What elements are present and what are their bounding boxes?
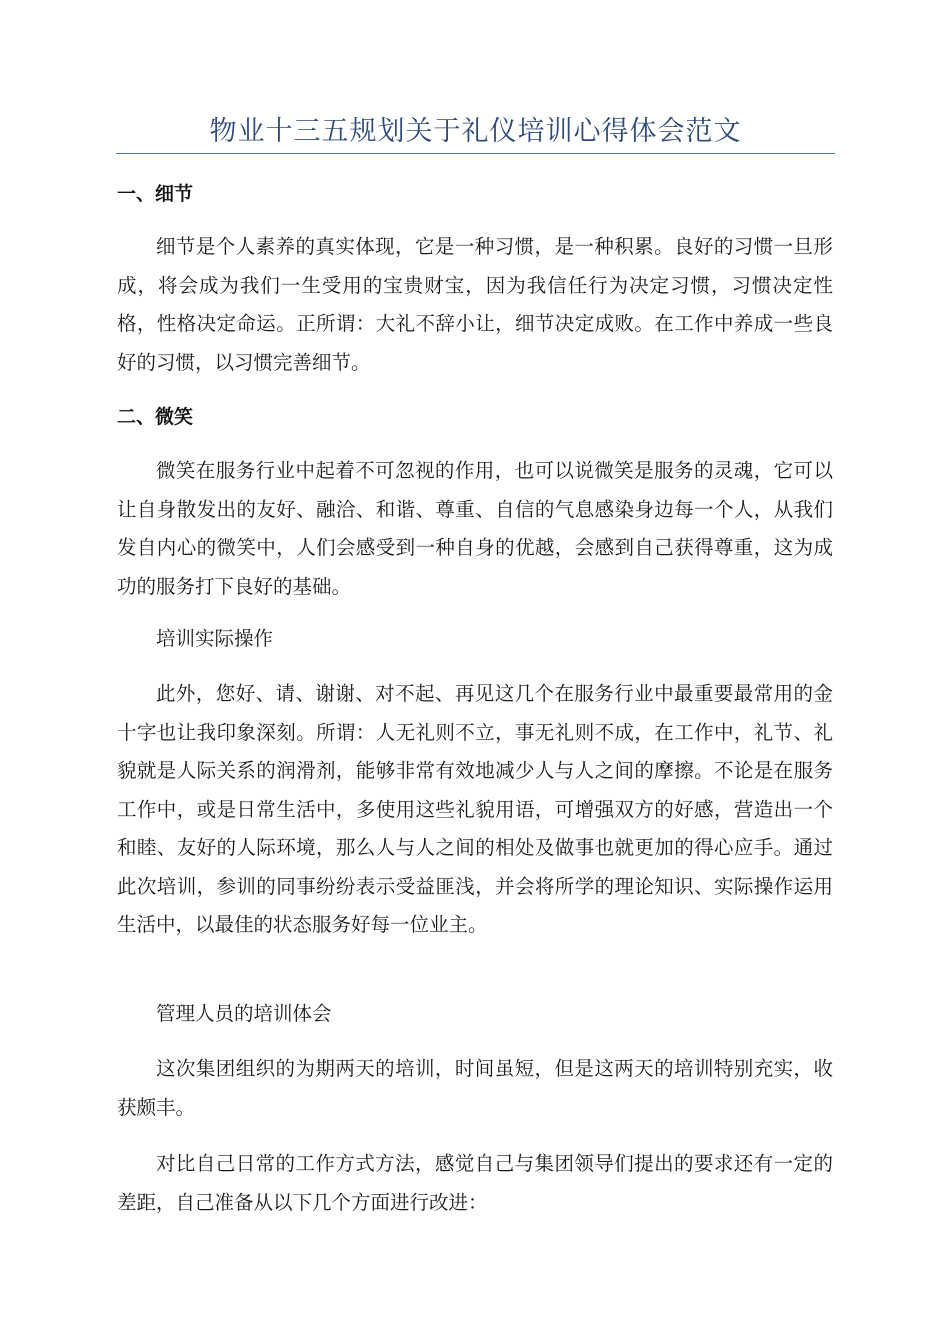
paragraph-improvement-plan: 对比自己日常的工作方式方法，感觉自己与集团领导们提出的要求还有一定的差距，自己准备从以下几个方面进行改进： [117, 1152, 833, 1214]
paragraph-training-summary: 这次集团组织的为期两天的培训，时间虽短，但是这两天的培训特别充实，收获颇丰。 [117, 1057, 833, 1119]
paragraph-golden-words: 此外，您好、请、谢谢、对不起、再见这几个在服务行业中最重要最常用的金十字也让我印象深刻。所谓：人无礼则不立，事无礼则不成，在工作中，礼节、礼貌就是人际关系的润滑剂，能够非常有效地减少人与人之间的摩擦。不论是在服务工作中，或是日常生活中，多使用这些礼貌用语，可增强双方的好感，营造出一个和睦、友好的人际环境，那么人与人之间的相处及做事也就更加的得心应手。通过此次培训，参训的同事纷纷表示受益匪浅，并会将所学的理论知识、实际操作运用生活中，以最佳的状态服务好每一位业主。 [117, 682, 833, 936]
section-heading-smile: 二、微笑 [117, 406, 194, 428]
document-title: 物业十三五规划关于礼仪培训心得体会范文 [209, 116, 742, 147]
paragraph-details: 细节是个人素养的真实体现，它是一种习惯，是一种积累。良好的习惯一旦形成，将会成为我们一生受用的宝贵财宝，因为我信任行为决定习惯，习惯决定性格，性格决定命运。正所谓：大礼不辞小让，细节决定成败。在工作中养成一些良好的习惯，以习惯完善细节。 [117, 235, 833, 374]
section-heading-details: 一、细节 [117, 183, 194, 205]
title-underline [116, 153, 835, 154]
subheading-management-experience: 管理人员的培训体会 [156, 1002, 332, 1025]
paragraph-smile: 微笑在服务行业中起着不可忽视的作用，也可以说微笑是服务的灵魂，它可以让自身散发出的友好、融洽、和谐、尊重、自信的气息感染身边每一个人，从我们发自内心的微笑中，人们会感受到一种自身的优越，会感到自己获得尊重，这为成功的服务打下良好的基础。 [117, 459, 833, 598]
subheading-training-practice: 培训实际操作 [156, 627, 274, 650]
